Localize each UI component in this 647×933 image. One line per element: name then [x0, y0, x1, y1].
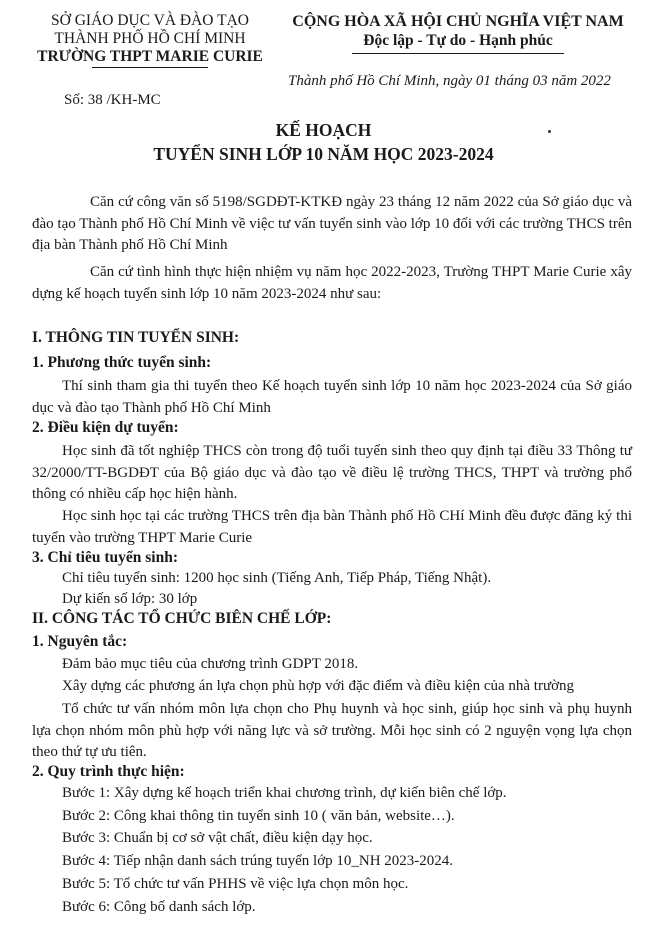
section-2-1-heading: 1. Nguyên tắc:: [32, 633, 128, 650]
principle-line-2: Xây dựng các phương án lựa chọn phù hợp với đặc điểm và điều kiện của nhà trường: [62, 678, 575, 694]
principle-line-1: Đảm bảo mục tiêu của chương trình GDPT 2018.: [62, 656, 359, 672]
issuer-city: THÀNH PHỐ HỒ CHÍ MINH: [54, 30, 246, 47]
issuer-department: SỞ GIÁO DỤC VÀ ĐÀO TẠO: [51, 12, 249, 29]
document-subtitle: TUYỂN SINH LỚP 10 NĂM HỌC 2023-2024: [153, 144, 494, 164]
step-item: Bước 2: Công khai thông tin tuyển sinh 10 ( văn bản, website…).: [62, 808, 455, 824]
motto-underline: [352, 53, 564, 54]
issuer-school: TRƯỜNG THPT MARIE CURIE: [37, 48, 263, 65]
motto: Độc lập - Tự do - Hạnh phúc: [363, 32, 553, 49]
national-motto-block: [272, 12, 644, 50]
intro-paragraph-2: Căn cứ tình hình thực hiện nhiệm vụ năm học 2022-2023, Trường THPT Marie Curie xây dựng kế hoạch tuyển sinh lớp 10 năm 2023-2024 như sau:: [32, 264, 632, 302]
intro-paragraph-1: Căn cứ công văn số 5198/SGDĐT-KTKĐ ngày 23 tháng 12 năm 2022 của Sở giáo dục và đào tạo Thành phố Hồ Chí Minh về việc tư vấn tuyển sinh vào lớp 10 đối với các trường THCS trên địa bàn Thành phố Hồ Chí Minh: [32, 194, 632, 253]
step-item: Bước 4: Tiếp nhận danh sách trúng tuyển lớp 10_NH 2023-2024.: [62, 853, 454, 869]
section-2-heading: II. CÔNG TÁC TỔ CHỨC BIÊN CHẾ LỚP:: [32, 610, 332, 627]
country-name: CỘNG HÒA XÃ HỘI CHỦ NGHĨA VIỆT NAM: [292, 13, 624, 30]
issuer-underline: [92, 67, 208, 68]
document-title: KẾ HOẠCH: [275, 120, 372, 140]
quota-line: Chỉ tiêu tuyển sinh: 1200 học sinh (Tiếng Anh, Tiếp Pháp, Tiếng Nhật).: [62, 570, 492, 586]
principle-text-3: Tổ chức tư vấn nhóm môn lựa chọn cho Phụ huynh và học sinh, giúp học sinh và phụ huynh lựa chọn nhóm môn phù hợp với năng lực và sở trường. Mỗi học sinh có 2 nguyện vọng lựa chọn theo thứ tự ưu tiên.: [32, 701, 632, 760]
section-1-2-heading: 2. Điều kiện dự tuyển:: [32, 419, 179, 436]
section-1-2-text-1: Học sinh đã tốt nghiệp THCS còn trong độ tuổi tuyển sinh theo quy định tại điều 33 Thông tư 32/2000/TT-BGDĐT của Bộ giáo dục và đào tạo về điều lệ trường THCS, THPT và trường phổ thông có nhiều cấp học hiện hành.: [32, 443, 632, 502]
section-1-2-text-2: Học sinh học tại các trường THCS trên địa bàn Thành phố Hồ CHí Minh đều được đăng ký thi tuyển vào trường THPT Marie Curie: [32, 508, 632, 546]
document-number: Số: 38 /KH-MC: [64, 92, 161, 108]
section-1-3-heading: 3. Chỉ tiêu tuyển sinh:: [32, 549, 178, 566]
step-item: Bước 5: Tổ chức tư vấn PHHS về việc lựa chọn môn học.: [62, 876, 409, 892]
class-count-line: Dự kiến số lớp: 30 lớp: [62, 591, 198, 607]
step-item: Bước 6: Công bố danh sách lớp.: [62, 899, 256, 915]
section-2-2-heading: 2. Quy trình thực hiện:: [32, 763, 185, 780]
document-date: Thành phố Hồ Chí Minh, ngày 01 tháng 03 năm 2022: [288, 73, 611, 89]
section-1-1-heading: 1. Phương thức tuyển sinh:: [32, 354, 212, 371]
section-1-1-text: Thí sinh tham gia thi tuyển theo Kế hoạch tuyển sinh lớp 10 năm học 2023-2024 của Sở giáo dục và đào tạo Thành phố Hồ Chí Minh: [32, 378, 632, 416]
issuer-block: [14, 12, 286, 66]
step-item: Bước 3: Chuẩn bị cơ sở vật chất, điều kiện dạy học.: [62, 830, 373, 846]
stray-mark: [548, 130, 551, 133]
step-item: Bước 1: Xây dựng kế hoạch triển khai chương trình, dự kiến biên chế lớp.: [62, 785, 507, 801]
section-1-heading: I. THÔNG TIN TUYỂN SINH:: [32, 329, 240, 346]
